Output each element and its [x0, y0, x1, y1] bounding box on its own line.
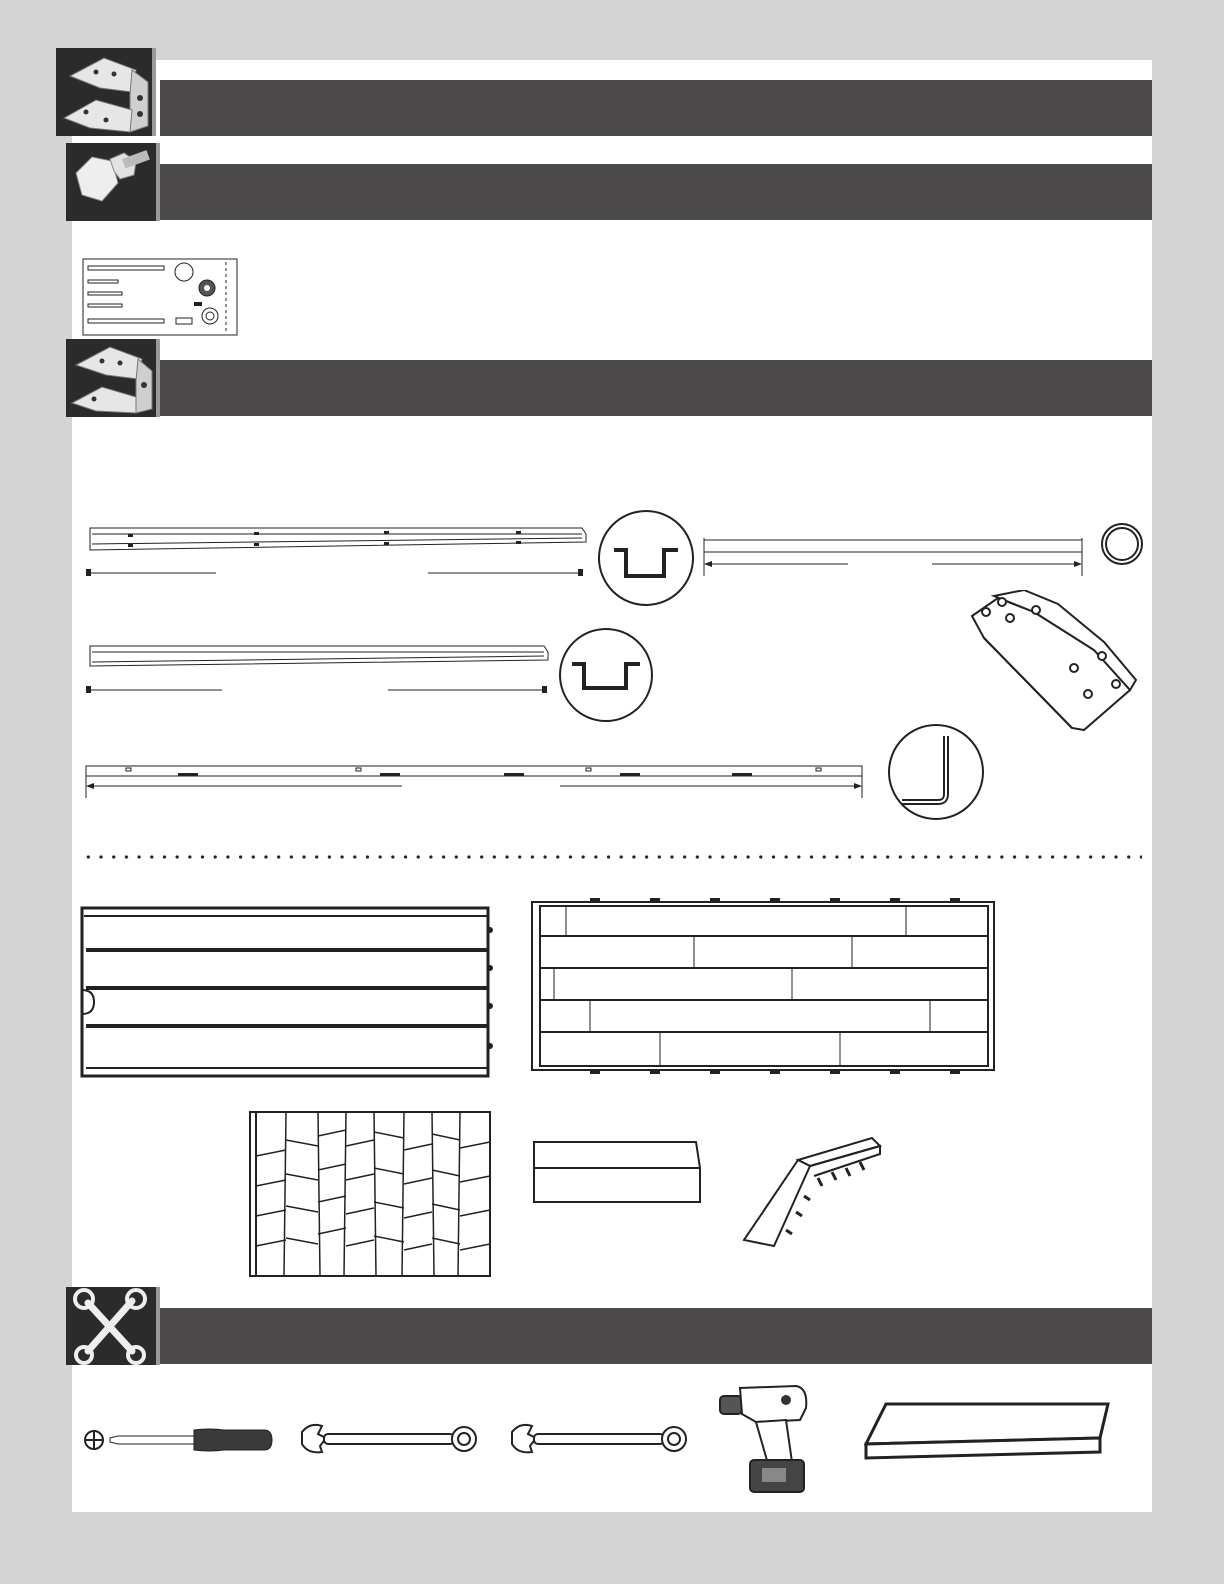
bracket-icon: [66, 339, 160, 417]
shingle-panel-icon: [248, 1110, 494, 1285]
bolt-nut-icon: [66, 143, 160, 221]
channel-rail-short: [86, 640, 552, 703]
section-3-header: [160, 360, 1152, 416]
angle-rail: [84, 762, 870, 807]
ridge-cap-icon: [740, 1136, 886, 1261]
gusset-bracket-icon: [964, 590, 1144, 745]
round-tube: [702, 536, 1088, 585]
round-profile-icon: [1100, 522, 1144, 571]
bracket-icon: [56, 48, 156, 136]
section-4-header: [160, 1308, 1152, 1364]
section-2-header: [160, 164, 1152, 220]
channel-rail-long: [86, 520, 590, 591]
section-1-header: [160, 80, 1152, 136]
board-icon: [864, 1400, 1112, 1465]
screwdriver-icon: [84, 1424, 274, 1465]
wrenches-icon: [66, 1287, 160, 1365]
l-angle-profile-icon: [886, 722, 986, 827]
drill-icon: [716, 1378, 812, 1505]
wall-panel-icon: [80, 906, 496, 1083]
u-channel-profile-icon: [596, 508, 696, 613]
board-block: [532, 1140, 702, 1209]
wrench-icon: [300, 1422, 480, 1461]
hardware-card: [82, 258, 238, 341]
floor-frame-icon: [530, 898, 1006, 1083]
u-channel-profile-icon: [556, 626, 656, 729]
dotted-divider: [82, 855, 1142, 859]
wrench-icon: [510, 1422, 690, 1461]
